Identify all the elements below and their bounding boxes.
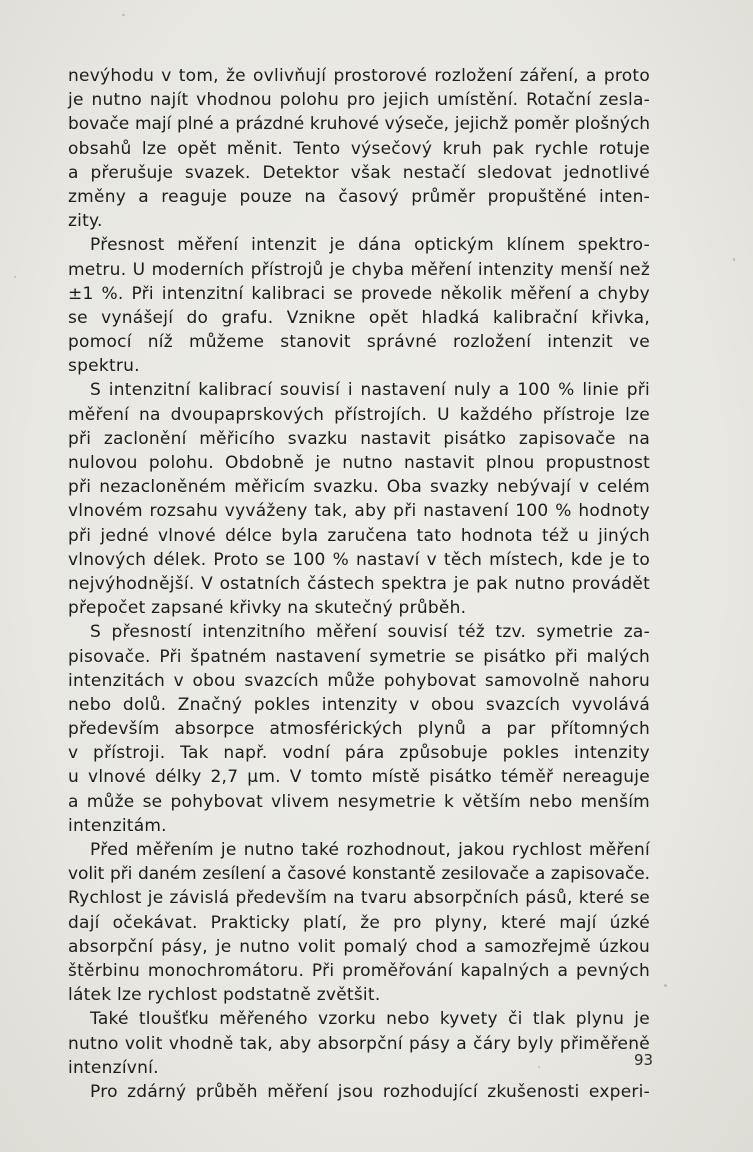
paper-speck — [664, 984, 667, 987]
text-line: absorpční pásy, je nutno volit pomalý chod a samozřejmě úzkou — [68, 936, 650, 957]
text-line: dají očekávat. Prakticky platí, že pro plyny, které mají úzké — [68, 912, 650, 933]
text-line: spektru. — [68, 356, 140, 377]
text-line: je nutno najít vhodnou polohu pro jejich umístění. Rotační zesla- — [68, 90, 650, 111]
text-line: Také tloušťku měřeného vzorku nebo kyvety či tlak plynu je — [90, 1009, 650, 1030]
text-line: změny a reaguje pouze na časový průměr propuštěné inten- — [68, 186, 650, 207]
text-line: nebo dolů. Značný pokles intenzity v obou svazcích vyvolává — [68, 694, 650, 715]
text-line: nejvýhodnější. V ostatních částech spektra je pak nutno provádět — [68, 573, 650, 594]
text-line: volit při daném zesílení a časové konstantě zesilovače a zapisovače. — [68, 864, 650, 885]
text-line: zity. — [68, 211, 103, 232]
text-line: nutno volit vhodně tak, aby absorpční pásy a čáry byly přiměřeně — [68, 1033, 650, 1054]
text-line: při nezacloněném měřicím svazku. Oba svazky nebývají v celém — [68, 477, 650, 498]
paper-speck — [733, 258, 735, 261]
paper-speck — [14, 276, 16, 278]
text-line: u vlnové délky 2,7 μm. V tomto místě pisátko téměř nereaguje — [68, 767, 650, 788]
page-number: 93 — [634, 1051, 654, 1069]
text-line: bovače mají plné a prázdné kruhové výseče, jejichž poměr plošných — [68, 114, 650, 135]
text-line: pomocí níž můžeme stanovit správné rozložení intenzit ve — [68, 332, 650, 353]
text-line: vlnovém rozsahu vyváženy tak, aby při nastavení 100 % hodnoty — [68, 501, 650, 522]
text-line: intenzitám. — [68, 815, 167, 836]
text-line: S přesností intenzitního měření souvisí též tzv. symetrie za- — [90, 622, 650, 643]
text-line: při jedné vlnové délce byla zaručena tato hodnota též u jiných — [68, 525, 650, 546]
text-line: při zaclonění měřicího svazku nastavit pisátko zapisovače na — [68, 428, 650, 449]
text-line: látek lze rychlost podstatně zvětšit. — [68, 985, 381, 1006]
text-line: pisovače. Při špatném nastavení symetrie se pisátko při malých — [68, 646, 650, 667]
text-line: především absorpce atmosférických plynů a par přítomných — [68, 719, 650, 740]
text-line: Před měřením je nutno také rozhodnout, jakou rychlost měření — [90, 840, 650, 860]
text-line: se vynášejí do grafu. Vznikne opět hladká kalibrační křivka, — [68, 307, 650, 328]
text-line: Rychlost je závislá především na tvaru absorpčních pásů, které se — [68, 888, 650, 909]
text-line: a může se pohybovat vlivem nesymetrie k větším nebo menším — [68, 791, 650, 812]
text-line: intenzitách v obou svazcích může pohybovat samovolně nahoru — [68, 670, 650, 691]
text-line: měření na dvoupaprskových přístrojích. U každého přístroje lze — [68, 404, 650, 425]
text-line: Pro zdárný průběh měření jsou rozhodující zkušenosti experi- — [90, 1081, 650, 1102]
paper-speck — [538, 1066, 540, 1068]
text-line: Přesnost měření intenzit je dána optickým klínem spektro- — [90, 235, 650, 256]
text-line: intenzívní. — [68, 1057, 159, 1078]
paper-speck — [122, 14, 125, 16]
body-text — [68, 64, 650, 1104]
text-line: ±1 %. Při intenzitní kalibraci se provede několik měření a chyby — [68, 283, 650, 304]
text-line: obsahů lze opět měnit. Tento výsečový kruh pak rychle rotuje — [68, 138, 650, 159]
text-line: nulovou polohu. Obdobně je nutno nastavit plnou propustnost — [68, 453, 650, 473]
text-line: vlnových délek. Proto se 100 % nastaví v těch místech, kde je to — [68, 549, 650, 570]
text-line: v přístroji. Tak např. vodní pára způsobuje pokles intenzity — [68, 743, 650, 764]
text-line: nevýhodu v tom, že ovlivňují prostorové rozložení záření, a proto — [68, 66, 650, 86]
text-line: štěrbinu monochromátoru. Při proměřování kapalných a pevných — [68, 960, 650, 981]
text-line: a přerušuje svazek. Detektor však nestačí sledovat jednotlivé — [68, 162, 650, 183]
text-line: metru. U moderních přístrojů je chyba měření intenzity menší než — [68, 259, 650, 280]
text-line: S intenzitní kalibrací souvisí i nastavení nuly a 100 % linie při — [90, 380, 650, 401]
text-line: přepočet zapsané křivky na skutečný průběh. — [68, 598, 467, 619]
